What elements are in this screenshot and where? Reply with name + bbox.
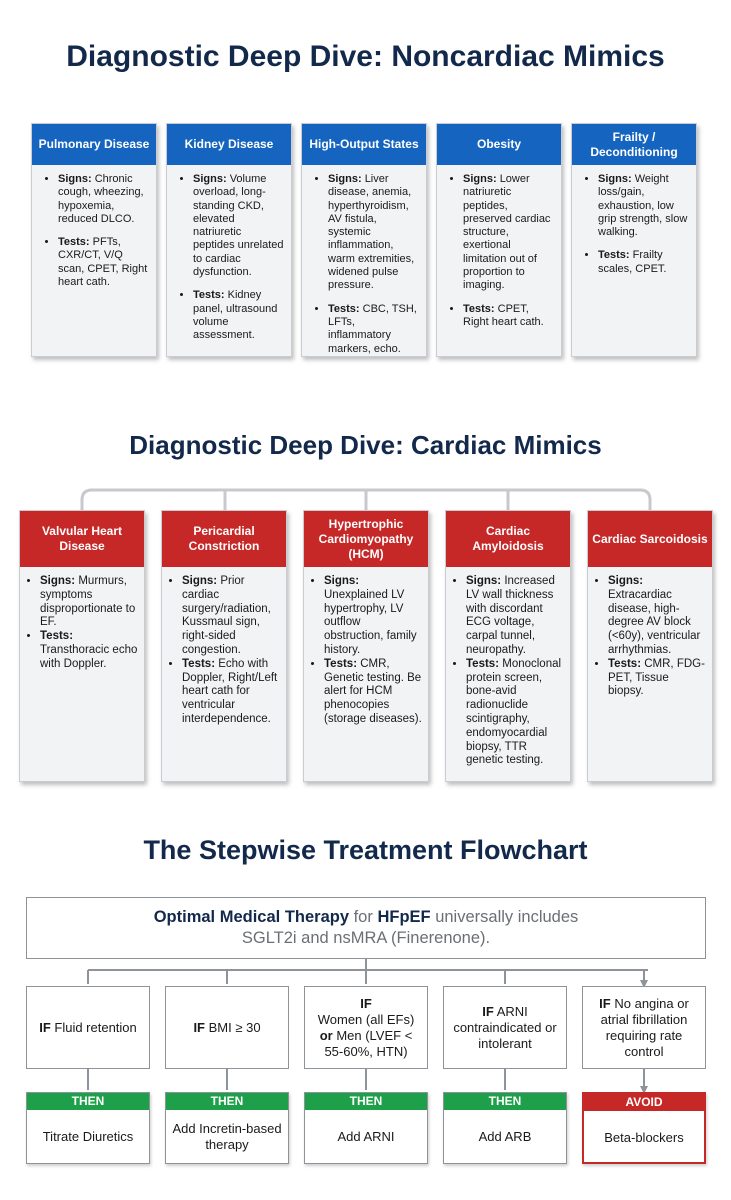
omt-line-2: SGLT2i and nsMRA (Finerenone). (241, 929, 491, 947)
avoid-label: AVOID (584, 1094, 704, 1111)
tests-item: • Tests: Echo with Doppler, Right/Left heart cath for ventricular interdependence. (182, 658, 280, 727)
card-header: Pericardial Constriction (162, 511, 286, 567)
omt-rest: universally includes (430, 908, 579, 926)
card-list (162, 575, 286, 727)
tests-item: • Tests: CBC, TSH, LFTs, inflammatory markers, echo. (328, 303, 420, 356)
card-list (446, 575, 570, 768)
then-label: THEN (305, 1093, 427, 1110)
tests-item: • Tests: CMR, Genetic testing. Be alert for HCM phenocopies (storage diseases). (324, 658, 422, 727)
signs-item: • Signs: Volume overload, long-standing CKD, elevated natriuretic peptides unrelated to cardiac dysfunction. (193, 173, 285, 279)
card-list (20, 575, 144, 672)
tests-item: • Tests: Frailty scales, CPET. (598, 249, 690, 276)
card-header: Frailty / Deconditioning (572, 124, 696, 165)
omt-bold-2: HFpEF (377, 908, 431, 926)
action-box-arb (443, 1092, 567, 1164)
condition-box-women-men: IF Women (all EFs) or Men (LVEF < 55-60%, HTN) (304, 986, 428, 1069)
card-header: Hypertrophic Cardiomyopathy (HCM) (304, 511, 428, 567)
omt-bold-1: Optimal Medical Therapy (153, 908, 350, 926)
card-valvular-heart-disease (19, 510, 145, 782)
card-header: Cardiac Amyloidosis (446, 511, 570, 567)
card-cardiac-amyloidosis (445, 510, 571, 782)
tests-item: • Tests: Kidney panel, ultrasound volume assessment. (193, 289, 285, 342)
signs-item: • Signs: Weight loss/gain, exhaustion, low grip strength, slow walking. (598, 173, 690, 239)
action-text: Add ARB (478, 1128, 532, 1144)
card-header: Cardiac Sarcoidosis (588, 511, 712, 567)
signs-item: • Signs: Increased LV wall thickness with discordant ECG voltage, carpal tunnel, neuropathy. (466, 575, 564, 658)
then-label: THEN (27, 1093, 149, 1110)
card-header: Obesity (437, 124, 561, 165)
cardiac-connector-lines (0, 0, 731, 520)
tests-item: • Tests: CPET, Right heart cath. (463, 303, 555, 330)
signs-item: • Signs: Lower natriuretic peptides, preserved cardiac structure, exertional limitation out of proportion to imaging. (463, 173, 555, 293)
then-label: THEN (444, 1093, 566, 1110)
omt-line-1 (27, 907, 705, 928)
action-box-titrate-diuretics (26, 1092, 150, 1164)
tests-item: • Tests: PFTs, CXR/CT, V/Q scan, CPET, Right heart cath. (58, 236, 150, 289)
condition-box-fluid-retention: IF Fluid retention (26, 986, 150, 1069)
tests-item: • Tests: CMR, FDG-PET, Tissue biopsy. (608, 658, 706, 699)
action-text: Add ARNI (337, 1128, 395, 1144)
signs-item: • Signs: Liver disease, anemia, hyperthyroidism, AV fistula, systemic inflammation, warm extremities, widened pulse pressure. (328, 173, 420, 293)
signs-item: • Signs: Unexplained LV hypertrophy, LV outflow obstruction, family history. (324, 575, 422, 658)
cardiac-title: Diagnostic Deep Dive: Cardiac Mimics (129, 430, 602, 460)
action-text: Titrate Diuretics (42, 1128, 134, 1144)
signs-item: • Signs: Extracardiac disease, high-degree AV block (<60y), ventricular arrhythmias. (608, 575, 706, 658)
optimal-medical-therapy-box (26, 897, 706, 959)
noncardiac-title: Diagnostic Deep Dive: Noncardiac Mimics (66, 40, 665, 73)
action-box-incretin (165, 1092, 289, 1164)
card-pericardial-constriction (161, 510, 287, 782)
card-header: Kidney Disease (167, 124, 291, 165)
card-list (304, 575, 428, 727)
treatment-title: The Stepwise Treatment Flowchart (143, 835, 588, 865)
signs-item: • Signs: Chronic cough, wheezing, hypoxemia, reduced DLCO. (58, 173, 150, 226)
signs-item: • Signs: Murmurs, symptoms disproportionate to EF. (40, 575, 138, 630)
card-hypertrophic-cardiomyopathy (303, 510, 429, 782)
card-list (588, 575, 712, 699)
signs-item: • Signs: Prior cardiac surgery/radiation, Kussmaul sign, right-sided congestion. (182, 575, 280, 658)
action-text: Beta-blockers (604, 1129, 684, 1145)
action-box-arni (304, 1092, 428, 1164)
tests-item: • Tests: Transthoracic echo with Doppler. (40, 630, 138, 671)
card-cardiac-sarcoidosis (587, 510, 713, 782)
condition-box-no-angina: IF No angina or atrial fibrillation requiring rate control (582, 986, 706, 1069)
action-box-avoid-beta-blockers (582, 1092, 706, 1164)
action-text: Add Incretin-based therapy (172, 1120, 282, 1152)
card-header: High-Output States (302, 124, 426, 165)
omt-for: for (349, 908, 378, 926)
tests-item: • Tests: Monoclonal protein screen, bone-avid radionuclide scintigraphy, endomyocardial biopsy, TTR genetic testing. (466, 658, 564, 768)
card-header: Pulmonary Disease (32, 124, 156, 165)
then-label: THEN (166, 1093, 288, 1110)
condition-box-arni-contraindicated: IF ARNI contraindicated or intolerant (443, 986, 567, 1069)
card-header: Valvular Heart Disease (20, 511, 144, 567)
condition-box-bmi: IF BMI ≥ 30 (165, 986, 289, 1069)
